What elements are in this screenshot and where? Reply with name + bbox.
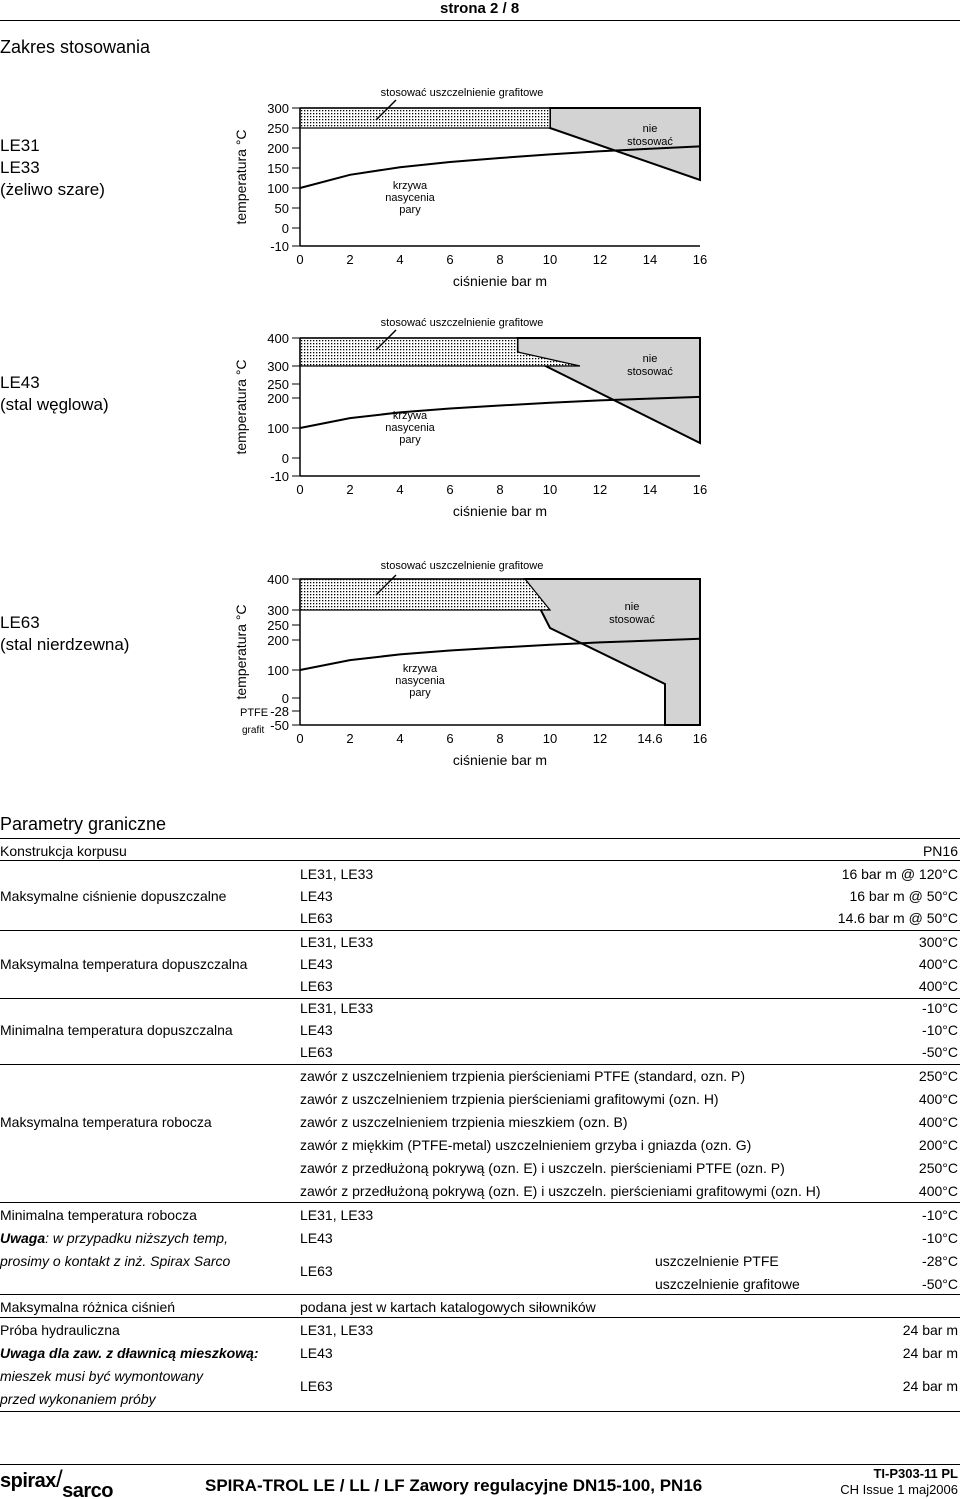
x-axis-label: ciśnienie bar m (452, 503, 548, 519)
annotation-curve: pary (399, 434, 421, 446)
table-row-value: 14.6 bar m @ 50°C (837, 910, 958, 926)
y-tick-label: 300 (267, 101, 289, 116)
table-row-value: 16 bar m @ 120°C (841, 866, 958, 882)
not-use-region (550, 108, 700, 180)
doc-ref: TI-P303-11 PL (873, 1466, 958, 1481)
y-tick-label: 0 (281, 221, 289, 236)
chart-le43 (220, 310, 720, 525)
y-tick-label: 250 (267, 377, 289, 392)
table-row-model: LE63 (300, 978, 333, 994)
annotation-not-use: nie (642, 353, 658, 365)
annotation-graphite: stosować uszczelnienie grafitowe (380, 87, 544, 99)
annotation-curve: nasycenia (395, 675, 445, 687)
table-row-value: 400°C (918, 978, 958, 994)
y-tick-label: 250 (267, 121, 289, 136)
logo-part: sarco (62, 1480, 113, 1499)
chart1-label-line: LE33 (0, 158, 40, 177)
x-tick-label: 2 (346, 482, 354, 497)
table-row-model: LE43 (300, 956, 333, 972)
chart1-label-line: (żeliwo szare) (0, 180, 105, 199)
y-tick-label: 250 (267, 618, 289, 633)
max-pressure-label: Maksymalne ciśnienie dopuszczalne (0, 888, 227, 904)
table-row-value: -10°C (922, 1207, 958, 1223)
x-tick-label: 2 (346, 252, 354, 267)
x-tick-label: 6 (446, 731, 454, 746)
table-row-value: 250°C (918, 1068, 958, 1084)
table-rule (0, 1317, 960, 1318)
x-axis-label: ciśnienie bar m (452, 273, 548, 289)
hydro-label: Próba hydrauliczna (0, 1322, 120, 1338)
table-rule (0, 860, 960, 861)
max-dp-label: Maksymalna różnica ciśnień (0, 1299, 176, 1315)
not-use-region (518, 338, 701, 443)
spirax-sarco-logo: spirax/sarco (0, 1466, 113, 1494)
y-tick-label: 200 (267, 633, 289, 648)
logo-part: spirax (0, 1470, 56, 1492)
y-tick-label: -28 (270, 704, 289, 719)
max-work-temp-label: Maksymalna temperatura robocza (0, 1114, 212, 1130)
y-axis-label: temperatura °C (233, 359, 249, 455)
not-use-region (525, 579, 700, 725)
x-tick-label: 16 (692, 252, 708, 267)
x-tick-label: 4 (396, 731, 404, 746)
y-tick-label: 300 (267, 359, 289, 374)
annotation-curve: krzywa (392, 410, 428, 422)
table-row-model: LE43 (300, 888, 333, 904)
table-rule (0, 930, 960, 931)
x-tick-label: 2 (346, 731, 354, 746)
chart1-label (0, 135, 105, 201)
annotation-curve: pary (399, 204, 421, 216)
table-row-model: LE43 (300, 1230, 333, 1246)
y-tick-label: -10 (270, 469, 289, 484)
graphite-label: grafit (242, 725, 265, 736)
chart2-label-line: (stal węglowa) (0, 395, 109, 414)
table-row-value: 16 bar m @ 50°C (849, 888, 958, 904)
chart-le63 (220, 555, 720, 775)
min-temp-label: Minimalna temperatura dopuszczalna (0, 1022, 233, 1038)
y-tick-label: -10 (270, 239, 289, 254)
annotation-not-use: stosować (627, 366, 673, 378)
annotation-curve: krzywa (392, 180, 428, 192)
graphite-region (300, 108, 550, 128)
y-axis-label: temperatura °C (233, 604, 249, 700)
table-row-model: zawór z przedłużoną pokrywą (ozn. E) i uszczeln. pierścieniami grafitowymi (ozn. H) (300, 1183, 821, 1199)
annotation-graphite: stosować uszczelnienie grafitowe (380, 317, 544, 329)
hydro-note-line3: przed wykonaniem próby (0, 1391, 156, 1407)
y-tick-label: 0 (281, 691, 289, 706)
table-rule (0, 998, 960, 999)
x-tick-label: 0 (296, 482, 304, 497)
min-work-temp-note-line2: prosimy o kontakt z inż. Spirax Sarco (0, 1253, 231, 1269)
table-row-model: zawór z miękkim (PTFE-metal) uszczelnieniem grzyba i gniazda (ozn. G) (300, 1137, 752, 1153)
table-row-value: 24 bar m (902, 1345, 958, 1361)
y-tick-label: 100 (267, 663, 289, 678)
y-tick-label: 0 (281, 451, 289, 466)
table-row-model: LE31, LE33 (300, 1322, 374, 1338)
x-axis-label: ciśnienie bar m (452, 752, 548, 768)
x-tick-label: 14 (642, 482, 658, 497)
hydro-note-bold: Uwaga dla zaw. z dławnicą mieszkową: (0, 1345, 259, 1361)
header-rule (0, 20, 960, 21)
max-dp-value: podana jest w kartach katalogowych siłowników (300, 1299, 596, 1315)
table-row-value: 250°C (918, 1160, 958, 1176)
table-row-model: LE31, LE33 (300, 1000, 374, 1016)
doc-issue: CH Issue 1 maj2006 (840, 1482, 958, 1497)
table-row-value: -50°C (922, 1276, 958, 1292)
table-row-model: zawór z uszczelnieniem trzpienia pierścieniami PTFE (standard, ozn. P) (300, 1068, 746, 1084)
note-bold: Uwaga (0, 1230, 46, 1246)
table-row-model: LE43 (300, 1022, 333, 1038)
table-row-model: LE63 (300, 910, 333, 926)
table-row-value: -50°C (922, 1044, 958, 1060)
section-title-application-range: Zakres stosowania (0, 37, 151, 57)
x-tick-label: 10 (542, 731, 558, 746)
x-tick-label: 8 (496, 252, 504, 267)
y-tick-label: 100 (267, 181, 289, 196)
table-row-value: 300°C (918, 934, 958, 950)
section-title-limits: Parametry graniczne (0, 814, 167, 834)
table-row-model: LE43 (300, 1345, 333, 1361)
table-row-model: LE63 (300, 1044, 333, 1060)
table-row-value: 24 bar m (902, 1322, 958, 1338)
y-axis-label: temperatura °C (233, 129, 249, 225)
x-tick-label: 8 (496, 482, 504, 497)
y-tick-label: 400 (267, 572, 289, 587)
chart3-label (0, 612, 129, 656)
chart2-label-line: LE43 (0, 373, 40, 392)
table-rule (0, 1202, 960, 1203)
chart3-label-line: LE63 (0, 613, 40, 632)
annotation-not-use: stosować (609, 614, 655, 626)
x-tick-label: 12 (592, 482, 608, 497)
table-row-value: 24 bar m (902, 1378, 958, 1394)
annotation-curve: pary (409, 687, 431, 699)
note-text: : w przypadku niższych temp, (45, 1230, 228, 1246)
x-tick-label: 10 (542, 252, 558, 267)
y-tick-label: 150 (267, 161, 289, 176)
y-tick-label: 300 (267, 603, 289, 618)
x-tick-label: 14 (642, 252, 658, 267)
graphite-region (300, 579, 550, 610)
annotation-curve: krzywa (402, 663, 438, 675)
y-tick-label: 100 (267, 421, 289, 436)
x-tick-label: 8 (496, 731, 504, 746)
x-tick-label: 0 (296, 252, 304, 267)
chart-le31-le33 (220, 80, 720, 295)
table-row-model: LE31, LE33 (300, 866, 374, 882)
x-tick-label: 16 (692, 731, 708, 746)
annotation-graphite: stosować uszczelnienie grafitowe (380, 560, 544, 572)
table-row-model: LE63 (300, 1263, 333, 1279)
y-tick-label: 50 (274, 201, 289, 216)
hydro-note-line2: mieszek musi być wymontowany (0, 1368, 204, 1384)
annotation-not-use: nie (624, 601, 640, 613)
x-tick-label: 10 (542, 482, 558, 497)
footer-reference (840, 1466, 958, 1498)
x-tick-label: 14.6 (637, 731, 663, 746)
table-row-model: zawór z przedłużoną pokrywą (ozn. E) i uszczeln. pierścieniami PTFE (ozn. P) (300, 1160, 785, 1176)
table-row-value: 400°C (918, 1183, 958, 1199)
y-tick-label: 200 (267, 141, 289, 156)
x-tick-label: 4 (396, 252, 404, 267)
x-tick-label: 6 (446, 482, 454, 497)
table-row-model: LE31, LE33 (300, 1207, 374, 1223)
x-tick-label: 16 (692, 482, 708, 497)
footer-title: SPIRA-TROL LE / LL / LF Zawory regulacyjne DN15-100, PN16 (205, 1476, 703, 1495)
pn-rating: PN16 (922, 843, 958, 859)
table-row-model: zawór z uszczelnieniem trzpienia mieszkiem (ozn. B) (300, 1114, 628, 1130)
x-tick-label: 6 (446, 252, 454, 267)
seal-type: uszczelnienie PTFE (655, 1253, 779, 1269)
annotation-curve: nasycenia (385, 422, 435, 434)
table-row-value: 400°C (918, 1091, 958, 1107)
x-tick-label: 0 (296, 731, 304, 746)
annotation-not-use: nie (642, 123, 658, 135)
max-temp-label: Maksymalna temperatura dopuszczalna (0, 956, 248, 972)
x-tick-label: 12 (592, 252, 608, 267)
min-work-temp-note (0, 1230, 228, 1246)
table-row-model: zawór z uszczelnieniem trzpienia pierścieniami grafitowymi (ozn. H) (300, 1091, 719, 1107)
y-tick-label: 400 (267, 331, 289, 346)
table-rule (0, 1064, 960, 1065)
table-row-value: 400°C (918, 956, 958, 972)
table-row-value: -10°C (922, 1000, 958, 1016)
annotation-curve: nasycenia (385, 192, 435, 204)
table-rule (0, 838, 960, 839)
y-tick-label: -50 (270, 718, 289, 733)
footer-rule (0, 1464, 960, 1465)
ptfe-label: PTFE (240, 707, 269, 719)
table-row-model: LE63 (300, 1378, 333, 1394)
table-row-value: -10°C (922, 1022, 958, 1038)
x-tick-label: 12 (592, 731, 608, 746)
body-label: Konstrukcja korpusu (0, 843, 127, 859)
table-row-value: -10°C (922, 1230, 958, 1246)
seal-type: uszczelnienie grafitowe (655, 1276, 800, 1292)
table-rule (0, 1411, 960, 1412)
table-row-value: -28°C (922, 1253, 958, 1269)
table-rule (0, 1294, 960, 1295)
table-row-value: 400°C (918, 1114, 958, 1130)
min-work-temp-label: Minimalna temperatura robocza (0, 1207, 197, 1223)
page-number: strona 2 / 8 (440, 0, 520, 17)
annotation-not-use: stosować (627, 136, 673, 148)
x-tick-label: 4 (396, 482, 404, 497)
chart2-label (0, 372, 109, 416)
y-tick-label: 200 (267, 391, 289, 406)
chart1-label-line: LE31 (0, 136, 40, 155)
table-row-value: 200°C (918, 1137, 958, 1153)
table-row-model: LE31, LE33 (300, 934, 374, 950)
chart3-label-line: (stal nierdzewna) (0, 635, 130, 654)
